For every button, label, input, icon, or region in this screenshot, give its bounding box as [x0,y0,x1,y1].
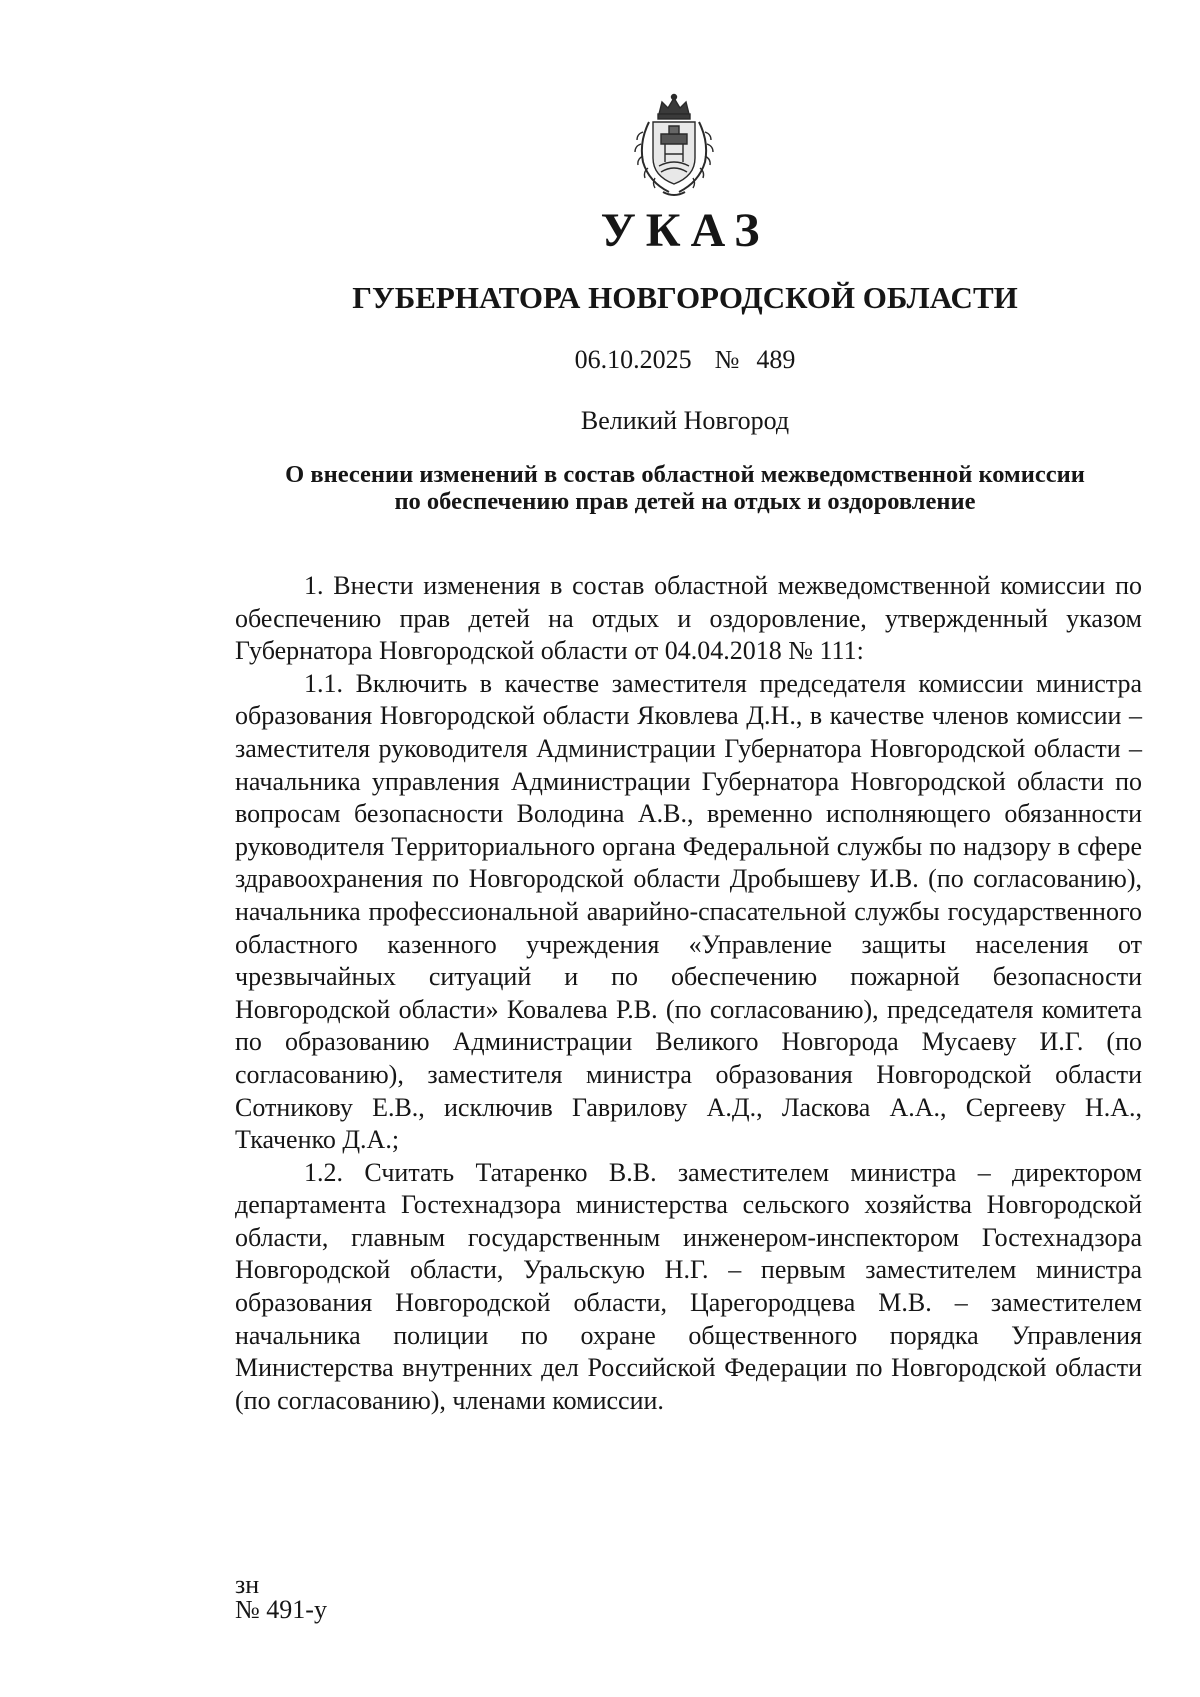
document-city: Великий Новгород [580,406,790,435]
paragraph-1-1: 1.1. Включить в качестве заместителя председателя комиссии министра образования Новгородской области Яковлева Д.Н., в качестве членов комиссии – заместителя руководителя Администрации Губернатора Новгородской области – начальника управления Администрации Губернатора Новгородской области по вопросам безопасности Володина А.В., временно исполняющего обязанности руководителя Территориального органа Федеральной службы по надзору в сфере здравоохранения по Новгородской области Дробышеву И.В. (по согласованию), начальника профессиональной аварийно-спасательной службы государственного областного казенного учреждения «Управление защиты населения от чрезвычайных ситуаций и по обеспечению пожарной безопасности Новгородской области» Ковалева Р.В. (по согласованию), председателя комитета по образованию Администрации Великого Новгорода Мусаеву И.Г. (по согласованию), заместителя министра образования Новгородской области Сотникову Е.В., исключив Гаврилову А.Д., Ласкова А.А., Сергееву Н.А., Ткаченко Д.А.; [235,668,1142,1155]
document-footer [235,1572,327,1622]
paragraph-1: 1. Внести изменения в состав областной межведомственной комиссии по обеспечению прав детей на отдых и оздоровление, утвержденный указом Губернатора Новгородской области от 04.04.2018 № 111: [235,571,1142,666]
document-issuer: ГУБЕРНАТОРА НОВГОРОДСКОЙ ОБЛАСТИ [352,280,1018,315]
document-heading [235,461,1135,515]
document-body [235,570,1142,1417]
date-number-line [0,345,1200,375]
footer-initials: зн [235,1570,260,1599]
heading-line-2: по обеспечению прав детей на отдых и оздоровление [394,488,976,515]
coat-of-arms-icon [629,92,719,200]
document-date: 06.10.2025 [574,345,692,374]
footer-reg-number: № 491-у [235,1595,327,1624]
paragraph-1-2: 1.2. Считать Татаренко В.В. заместителем министра – директором департамента Гостехнадзора министерства сельского хозяйства Новгородской области, главным государственным инженером-инспектором Гостехнадзора Новгородской области, Уральскую Н.Г. – первым заместителем министра образования Новгородской области, Царегородцева М.В. – заместителем начальника полиции по охране общественного порядка Управления Министерства внутренних дел Российской Федерации по Новгородской области (по согласованию), членами комиссии. [235,1157,1142,1415]
heading-line-1: О внесении изменений в состав областной межведомственной комиссии [285,461,1085,488]
number-sign: № [714,345,740,374]
document-title: УКАЗ [600,204,770,257]
document-number: 489 [756,345,796,374]
